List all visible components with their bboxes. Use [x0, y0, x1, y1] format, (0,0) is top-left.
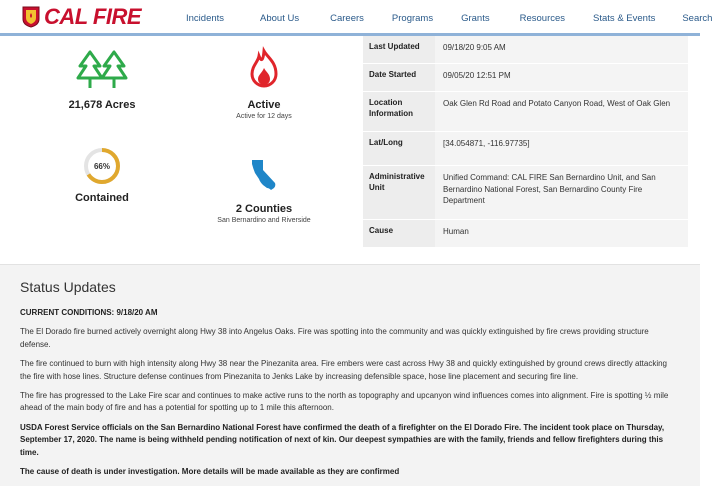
containment-label: Contained: [75, 192, 129, 204]
status-updates-section: [0, 264, 700, 486]
top-navigation: [0, 0, 712, 36]
calfire-badge-icon: [22, 6, 40, 28]
details-row-location: [363, 92, 688, 132]
nav-item-resources[interactable]: Resources: [519, 12, 566, 24]
nav-menu: [186, 0, 712, 36]
details-value: Oak Glen Rd Road and Potato Canyon Road, West of Oak Glen: [435, 92, 688, 131]
details-label: Date Started: [363, 64, 435, 91]
details-value: Human: [435, 220, 688, 247]
details-label: Last Updated: [363, 36, 435, 63]
status-paragraph-cause: The cause of death is under investigation. More details will be made available as they are confirmed: [20, 466, 400, 476]
details-row-cause: [363, 220, 688, 248]
containment-stat: [52, 146, 152, 204]
details-label: Location Information: [363, 92, 435, 131]
acres-stat: [52, 48, 152, 111]
details-row-last-updated: [363, 36, 688, 64]
details-value: 09/05/20 12:51 PM: [435, 64, 688, 91]
counties-stat: [200, 158, 328, 224]
details-label: Lat/Long: [363, 132, 435, 165]
containment-percent: 66%: [93, 162, 111, 171]
details-row-date-started: [363, 64, 688, 92]
california-map-icon: [249, 158, 279, 192]
nav-item-about-us[interactable]: About Us: [260, 12, 300, 24]
status-paragraph-firefighter: USDA Forest Service officials on the San Bernardino National Forest have confirmed the death of a firefighter on the El Dorado Fire. The incident took place on Thursday, September 17, 2020. The name is being withheld pending notification of next of kin. Our deepest sympathies are with the family, friends and fellow firefighters during this time.: [20, 422, 665, 457]
status-subtext: Active for 12 days: [236, 113, 292, 120]
acres-value: 21,678 Acres: [68, 99, 136, 111]
details-value: 09/18/20 9:05 AM: [435, 36, 688, 63]
nav-item-stats-events[interactable]: Stats & Events: [593, 12, 656, 24]
nav-item-incidents[interactable]: Incidents: [186, 12, 225, 24]
counties-subtext: San Bernardino and Riverside: [217, 217, 311, 224]
details-row-lat-long: [363, 132, 688, 166]
status-stat: [214, 48, 314, 120]
details-value: Unified Command: CAL FIRE San Bernardino Unit, and San Bernardino National Forest, San Bernardino County Fire Department: [435, 166, 688, 219]
status-paragraph: The fire continued to burn with high intensity along Hwy 38 near the Pinezanita area. Fire embers were cast across Hwy 38 and quickly extinguished by ground crews directly attacking the fire with hose lines. Structure defense continues from Pinezanita to Jenks Lake by increasing defensible space, hose line placement and securing fire line.: [20, 359, 667, 381]
nav-item-search[interactable]: Search: [682, 12, 712, 24]
brand-name: CAL FIRE: [44, 4, 142, 29]
trees-icon: [76, 48, 128, 92]
details-label: Cause: [363, 220, 435, 247]
status-paragraph: The fire has progressed to the Lake Fire scar and continues to make active runs to the north as topography and upcanyon wind influences comes into alignment. Fire is spotting ½ mile ahead of the main body of fire and has a potential for spotting up to 1 mile this afternoon.: [20, 390, 669, 413]
flame-icon: [244, 48, 284, 92]
calfire-logo[interactable]: [22, 4, 141, 30]
status-updates-title: Status Updates: [20, 279, 116, 295]
current-conditions-heading: CURRENT CONDITIONS: 9/18/20 AM: [20, 308, 158, 317]
details-row-administrative-unit: [363, 166, 688, 220]
containment-ring: [82, 146, 122, 186]
details-label: Administrative Unit: [363, 166, 435, 219]
status-value: Active: [247, 99, 281, 111]
details-value: [34.054871, -116.97735]: [435, 132, 688, 165]
nav-item-programs[interactable]: Programs: [391, 12, 434, 24]
nav-item-careers[interactable]: Careers: [330, 12, 364, 24]
counties-value: 2 Counties: [235, 203, 293, 215]
incident-details-table: [363, 36, 688, 248]
status-paragraph: The El Dorado fire burned actively overnight along Hwy 38 into Angelus Oaks. Fire was spotting into the community and was quickly extinguished by fire crews providing structure defense.: [20, 327, 649, 349]
nav-item-grants[interactable]: Grants: [461, 12, 490, 24]
